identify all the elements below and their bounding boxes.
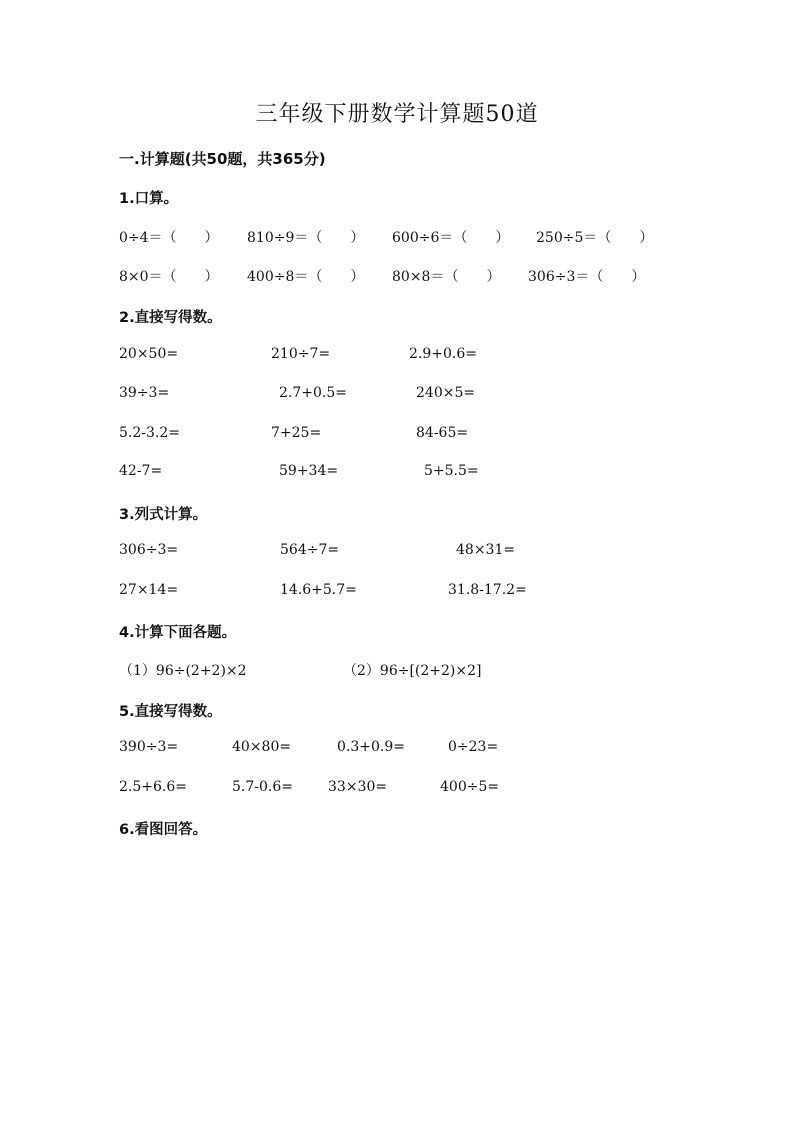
q5-item: 400÷5= <box>440 779 500 795</box>
q3-row-1 <box>0 542 794 564</box>
q1-item: 400÷8＝（ ） <box>247 269 365 285</box>
q2-item: 210÷7= <box>271 346 331 362</box>
q3-item: 14.6+5.7= <box>280 582 357 598</box>
q2-row-1 <box>0 346 794 368</box>
q3-item: 27×14= <box>119 582 179 598</box>
q1-item: 8×0＝（ ） <box>119 269 219 285</box>
q5-item: 0÷23= <box>448 739 499 755</box>
q3-row-2 <box>0 582 794 604</box>
q4-row <box>0 660 794 682</box>
q1-item: 810÷9＝（ ） <box>247 230 365 246</box>
question-4-heading: 4.计算下面各题。 <box>119 625 237 641</box>
q3-item: 306÷3= <box>119 542 179 558</box>
q5-item: 5.7-0.6= <box>232 779 293 795</box>
q2-item: 2.7+0.5= <box>279 385 347 401</box>
q4-item: （1）96÷(2+2)×2 <box>119 663 247 679</box>
q2-item: 5.2-3.2= <box>119 425 180 441</box>
q2-item: 59+34= <box>279 463 339 479</box>
q2-item: 240×5= <box>416 385 476 401</box>
q5-item: 0.3+0.9= <box>337 739 405 755</box>
q2-item: 2.9+0.6= <box>409 346 477 362</box>
q5-item: 33×30= <box>328 779 388 795</box>
q5-item: 2.5+6.6= <box>119 779 187 795</box>
q1-item: 306÷3＝（ ） <box>528 269 646 285</box>
q1-item: 600÷6＝（ ） <box>392 230 510 246</box>
q5-item: 390÷3= <box>119 739 179 755</box>
q3-item: 564÷7= <box>280 542 340 558</box>
q5-row-1 <box>0 739 794 761</box>
q1-item: 80×8＝（ ） <box>392 269 501 285</box>
question-2-heading: 2.直接写得数。 <box>119 310 222 326</box>
q2-item: 20×50= <box>119 346 179 362</box>
q2-row-2 <box>0 385 794 407</box>
q5-row-2 <box>0 779 794 801</box>
q2-item: 5+5.5= <box>424 463 479 479</box>
question-5-heading: 5.直接写得数。 <box>119 704 222 720</box>
q1-item: 0÷4＝（ ） <box>119 230 219 246</box>
q2-item: 84-65= <box>416 425 469 441</box>
q1-row-2 <box>0 266 794 288</box>
page-title: 三年级下册数学计算题50道 <box>255 102 539 127</box>
question-6-heading: 6.看图回答。 <box>119 822 208 838</box>
q2-item: 42-7= <box>119 463 163 479</box>
q5-item: 40×80= <box>232 739 292 755</box>
q1-row-1 <box>0 227 794 249</box>
q4-item: （2）96÷[(2+2)×2] <box>343 663 482 679</box>
q3-item: 48×31= <box>456 542 516 558</box>
q2-row-4 <box>0 463 794 485</box>
question-3-heading: 3.列式计算。 <box>119 507 208 523</box>
q3-item: 31.8-17.2= <box>448 582 527 598</box>
section-heading: 一.计算题(共50题，共365分) <box>119 150 326 168</box>
q1-item: 250÷5＝（ ） <box>536 230 654 246</box>
q2-item: 39÷3= <box>119 385 170 401</box>
q2-row-3 <box>0 425 794 447</box>
q2-item: 7+25= <box>271 425 322 441</box>
question-1-heading: 1.口算。 <box>119 191 179 207</box>
